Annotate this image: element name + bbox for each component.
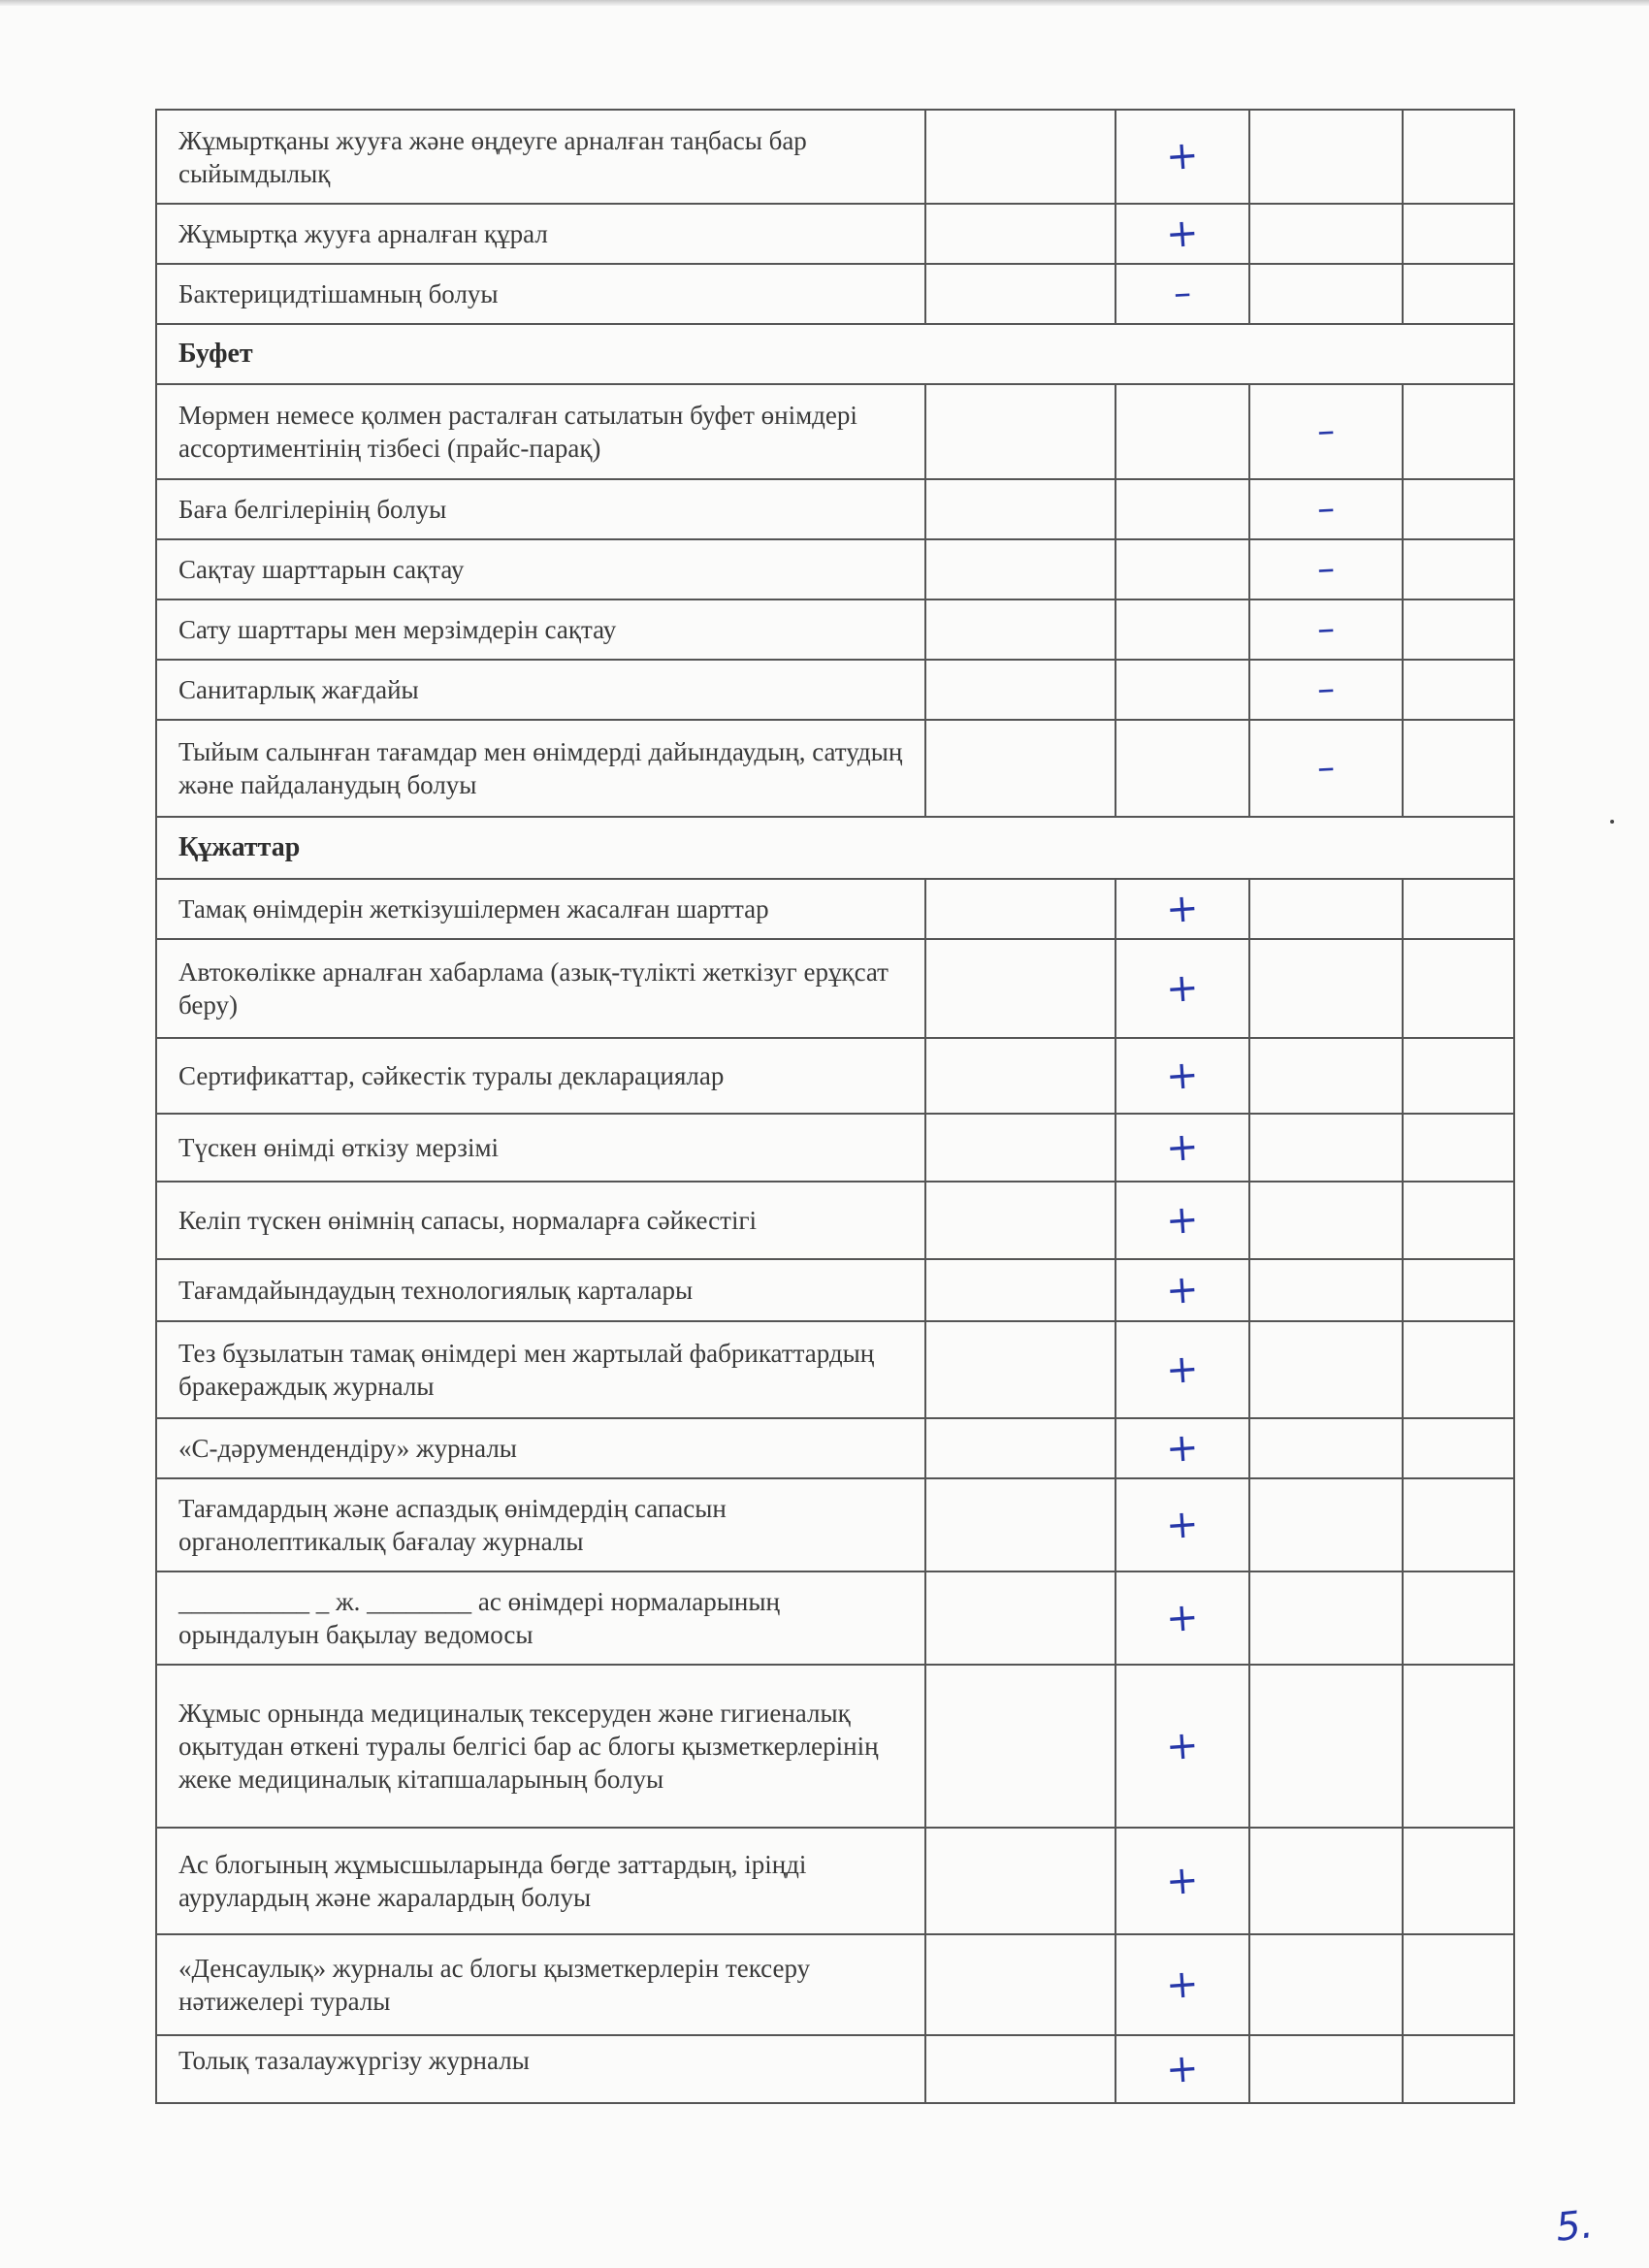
column-2-cell bbox=[1116, 1114, 1249, 1182]
column-3-cell bbox=[1249, 1571, 1403, 1665]
column-4-cell bbox=[1403, 1665, 1514, 1828]
column-2-cell bbox=[1116, 720, 1249, 817]
column-2-cell bbox=[1116, 1934, 1249, 2035]
column-1-cell bbox=[925, 204, 1116, 264]
column-1-cell bbox=[925, 2035, 1116, 2103]
column-4-cell bbox=[1403, 1259, 1514, 1321]
row-text: «Денсаулық» журналы ас блогы қызметкерлерін тексеру нәтижелері туралы bbox=[156, 1934, 925, 2035]
table-row bbox=[156, 879, 1514, 939]
column-4-cell bbox=[1403, 660, 1514, 720]
table-row bbox=[156, 660, 1514, 720]
row-text: Жұмыс орнында медициналық тексеруден және гигиеналық оқытудан өткені туралы белгісі бар ас блогы қызметкерлерінің жеке медициналық кітапшаларының болуы bbox=[156, 1665, 925, 1828]
column-3-cell bbox=[1249, 720, 1403, 817]
column-2-cell bbox=[1116, 939, 1249, 1038]
column-3-cell bbox=[1249, 1665, 1403, 1828]
table-row bbox=[156, 479, 1514, 539]
handwritten-mark: – bbox=[1315, 608, 1337, 650]
table-row bbox=[156, 939, 1514, 1038]
row-text: __________ _ ж. ________ ас өнімдері нормаларының орындалуын бақылау ведомосы bbox=[156, 1571, 925, 1665]
handwritten-mark: + bbox=[1164, 1594, 1201, 1641]
row-text: Ас блогының жұмысшыларында бөгде заттардың, іріңді аурулардың және жаралардың болуы bbox=[156, 1828, 925, 1934]
column-4-cell bbox=[1403, 1038, 1514, 1114]
column-1-cell bbox=[925, 1259, 1116, 1321]
row-text: Мөрмен немесе қолмен расталған сатылатын буфет өнімдері ассортиментінің тізбесі (прайс-парақ) bbox=[156, 384, 925, 479]
handwritten-mark: + bbox=[1164, 1266, 1201, 1313]
handwritten-mark: + bbox=[1164, 1123, 1201, 1171]
column-2-cell bbox=[1116, 1321, 1249, 1418]
column-4-cell bbox=[1403, 939, 1514, 1038]
column-3-cell bbox=[1249, 599, 1403, 660]
handwritten-mark: – bbox=[1172, 273, 1193, 314]
row-text: Тағамдардың және аспаздық өнімдердің сапасын органолептикалық бағалау журналы bbox=[156, 1478, 925, 1571]
column-4-cell bbox=[1403, 1418, 1514, 1478]
checklist-sheet bbox=[155, 109, 1513, 2104]
column-1-cell bbox=[925, 384, 1116, 479]
handwritten-mark: + bbox=[1164, 1424, 1201, 1472]
column-1-cell bbox=[925, 479, 1116, 539]
handwritten-mark: – bbox=[1315, 548, 1337, 590]
column-4-cell bbox=[1403, 1571, 1514, 1665]
handwritten-mark: – bbox=[1315, 747, 1337, 789]
column-1-cell bbox=[925, 660, 1116, 720]
column-4-cell bbox=[1403, 110, 1514, 204]
column-3-cell bbox=[1249, 204, 1403, 264]
row-text: Санитарлық жағдайы bbox=[156, 660, 925, 720]
column-2-cell bbox=[1116, 539, 1249, 599]
column-1-cell bbox=[925, 110, 1116, 204]
column-1-cell bbox=[925, 1571, 1116, 1665]
column-4-cell bbox=[1403, 1934, 1514, 2035]
row-text: Келіп түскен өнімнің сапасы, нормаларға сәйкестігі bbox=[156, 1182, 925, 1259]
table-row bbox=[156, 264, 1514, 324]
handwritten-mark: + bbox=[1164, 1960, 1201, 2008]
column-3-cell bbox=[1249, 110, 1403, 204]
section-heading: Буфет bbox=[156, 324, 1514, 384]
column-4-cell bbox=[1403, 204, 1514, 264]
column-4-cell bbox=[1403, 879, 1514, 939]
column-3-cell bbox=[1249, 1478, 1403, 1571]
column-1-cell bbox=[925, 1418, 1116, 1478]
handwritten-mark: – bbox=[1315, 488, 1337, 530]
checklist-table bbox=[155, 109, 1515, 2104]
table-row bbox=[156, 204, 1514, 264]
table-row bbox=[156, 1571, 1514, 1665]
section-row bbox=[156, 817, 1514, 879]
handwritten-mark: + bbox=[1164, 1196, 1201, 1244]
table-row bbox=[156, 1828, 1514, 1934]
table-row bbox=[156, 1478, 1514, 1571]
column-3-cell bbox=[1249, 264, 1403, 324]
column-2-cell bbox=[1116, 599, 1249, 660]
column-3-cell bbox=[1249, 1182, 1403, 1259]
column-2-cell bbox=[1116, 1259, 1249, 1321]
table-row bbox=[156, 2035, 1514, 2103]
column-1-cell bbox=[925, 539, 1116, 599]
section-row bbox=[156, 324, 1514, 384]
table-row bbox=[156, 110, 1514, 204]
row-text: Сақтау шарттарын сақтау bbox=[156, 539, 925, 599]
column-3-cell bbox=[1249, 2035, 1403, 2103]
column-3-cell bbox=[1249, 384, 1403, 479]
column-1-cell bbox=[925, 1114, 1116, 1182]
column-4-cell bbox=[1403, 1182, 1514, 1259]
column-3-cell bbox=[1249, 660, 1403, 720]
column-4-cell bbox=[1403, 2035, 1514, 2103]
table-row bbox=[156, 1182, 1514, 1259]
table-row bbox=[156, 1418, 1514, 1478]
column-3-cell bbox=[1249, 879, 1403, 939]
column-1-cell bbox=[925, 264, 1116, 324]
column-2-cell bbox=[1116, 1571, 1249, 1665]
handwritten-mark: + bbox=[1164, 885, 1201, 932]
column-1-cell bbox=[925, 1038, 1116, 1114]
scan-speck bbox=[1610, 820, 1614, 824]
handwritten-mark: + bbox=[1164, 1345, 1201, 1393]
column-4-cell bbox=[1403, 384, 1514, 479]
table-row bbox=[156, 539, 1514, 599]
column-4-cell bbox=[1403, 1321, 1514, 1418]
row-text: Түскен өнімді өткізу мерзімі bbox=[156, 1114, 925, 1182]
handwritten-mark: + bbox=[1164, 1052, 1201, 1099]
row-text: Тыйым салынған тағамдар мен өнімдерді дайындаудың, сатудың және пайдаланудың болуы bbox=[156, 720, 925, 817]
handwritten-mark: + bbox=[1164, 1857, 1201, 1904]
column-2-cell bbox=[1116, 660, 1249, 720]
row-text: Жұмыртқа жууға арналған құрал bbox=[156, 204, 925, 264]
column-4-cell bbox=[1403, 539, 1514, 599]
column-1-cell bbox=[925, 1665, 1116, 1828]
table-row bbox=[156, 1665, 1514, 1828]
column-1-cell bbox=[925, 879, 1116, 939]
handwritten-mark: – bbox=[1315, 410, 1337, 452]
column-4-cell bbox=[1403, 1478, 1514, 1571]
table-row bbox=[156, 1934, 1514, 2035]
column-4-cell bbox=[1403, 1114, 1514, 1182]
page-number: 5. bbox=[1553, 2202, 1596, 2251]
column-2-cell bbox=[1116, 384, 1249, 479]
row-text: Сертификаттар, сәйкестік туралы декларациялар bbox=[156, 1038, 925, 1114]
column-3-cell bbox=[1249, 1934, 1403, 2035]
handwritten-mark: + bbox=[1164, 210, 1201, 257]
handwritten-mark: + bbox=[1164, 2045, 1201, 2092]
row-text: Тағамдайындаудың технологиялық карталары bbox=[156, 1259, 925, 1321]
column-1-cell bbox=[925, 1934, 1116, 2035]
table-row bbox=[156, 384, 1514, 479]
table-row bbox=[156, 599, 1514, 660]
column-4-cell bbox=[1403, 720, 1514, 817]
column-3-cell bbox=[1249, 1259, 1403, 1321]
column-3-cell bbox=[1249, 939, 1403, 1038]
row-text: Бактерицидтішамның болуы bbox=[156, 264, 925, 324]
handwritten-mark: – bbox=[1315, 668, 1337, 710]
row-text: «С-дәрумендендіру» журналы bbox=[156, 1418, 925, 1478]
column-2-cell bbox=[1116, 879, 1249, 939]
handwritten-mark: + bbox=[1164, 964, 1201, 1012]
row-text: Сату шарттары мен мерзімдерін сақтау bbox=[156, 599, 925, 660]
column-4-cell bbox=[1403, 1828, 1514, 1934]
section-heading: Құжаттар bbox=[156, 817, 1514, 879]
table-row bbox=[156, 1038, 1514, 1114]
scan-top-edge bbox=[0, 0, 1649, 6]
table-row bbox=[156, 1321, 1514, 1418]
column-2-cell bbox=[1116, 1665, 1249, 1828]
column-2-cell bbox=[1116, 479, 1249, 539]
column-2-cell bbox=[1116, 2035, 1249, 2103]
table-row bbox=[156, 1114, 1514, 1182]
column-3-cell bbox=[1249, 1321, 1403, 1418]
column-1-cell bbox=[925, 1828, 1116, 1934]
row-text: Автокөлікке арналған хабарлама (азық-түлікті жеткізуг ерұқсат беру) bbox=[156, 939, 925, 1038]
row-text: Жұмыртқаны жууға және өңдеуге арналған таңбасы бар сыйымдылық bbox=[156, 110, 925, 204]
column-2-cell bbox=[1116, 1418, 1249, 1478]
handwritten-mark: + bbox=[1164, 132, 1201, 180]
handwritten-mark: + bbox=[1164, 1722, 1201, 1769]
column-4-cell bbox=[1403, 264, 1514, 324]
column-1-cell bbox=[925, 939, 1116, 1038]
column-3-cell bbox=[1249, 1114, 1403, 1182]
column-2-cell bbox=[1116, 1038, 1249, 1114]
column-4-cell bbox=[1403, 599, 1514, 660]
column-1-cell bbox=[925, 1182, 1116, 1259]
column-2-cell bbox=[1116, 1478, 1249, 1571]
column-1-cell bbox=[925, 599, 1116, 660]
column-1-cell bbox=[925, 1478, 1116, 1571]
table-row bbox=[156, 720, 1514, 817]
handwritten-mark: + bbox=[1164, 1501, 1201, 1548]
row-text: Тамақ өнімдерін жеткізушілермен жасалған шарттар bbox=[156, 879, 925, 939]
column-3-cell bbox=[1249, 1418, 1403, 1478]
row-text: Тез бұзылатын тамақ өнімдері мен жартылай фабрикаттардың бракераждық журналы bbox=[156, 1321, 925, 1418]
column-3-cell bbox=[1249, 1828, 1403, 1934]
column-3-cell bbox=[1249, 479, 1403, 539]
table-row bbox=[156, 1259, 1514, 1321]
column-1-cell bbox=[925, 720, 1116, 817]
row-text: Толық тазалаужүргізу журналы bbox=[156, 2035, 925, 2103]
column-2-cell bbox=[1116, 264, 1249, 324]
column-2-cell bbox=[1116, 204, 1249, 264]
row-text: Баға белгілерінің болуы bbox=[156, 479, 925, 539]
column-2-cell bbox=[1116, 1828, 1249, 1934]
column-3-cell bbox=[1249, 539, 1403, 599]
column-2-cell bbox=[1116, 1182, 1249, 1259]
column-4-cell bbox=[1403, 479, 1514, 539]
checklist-rows bbox=[156, 110, 1514, 2103]
column-1-cell bbox=[925, 1321, 1116, 1418]
column-2-cell bbox=[1116, 110, 1249, 204]
column-3-cell bbox=[1249, 1038, 1403, 1114]
